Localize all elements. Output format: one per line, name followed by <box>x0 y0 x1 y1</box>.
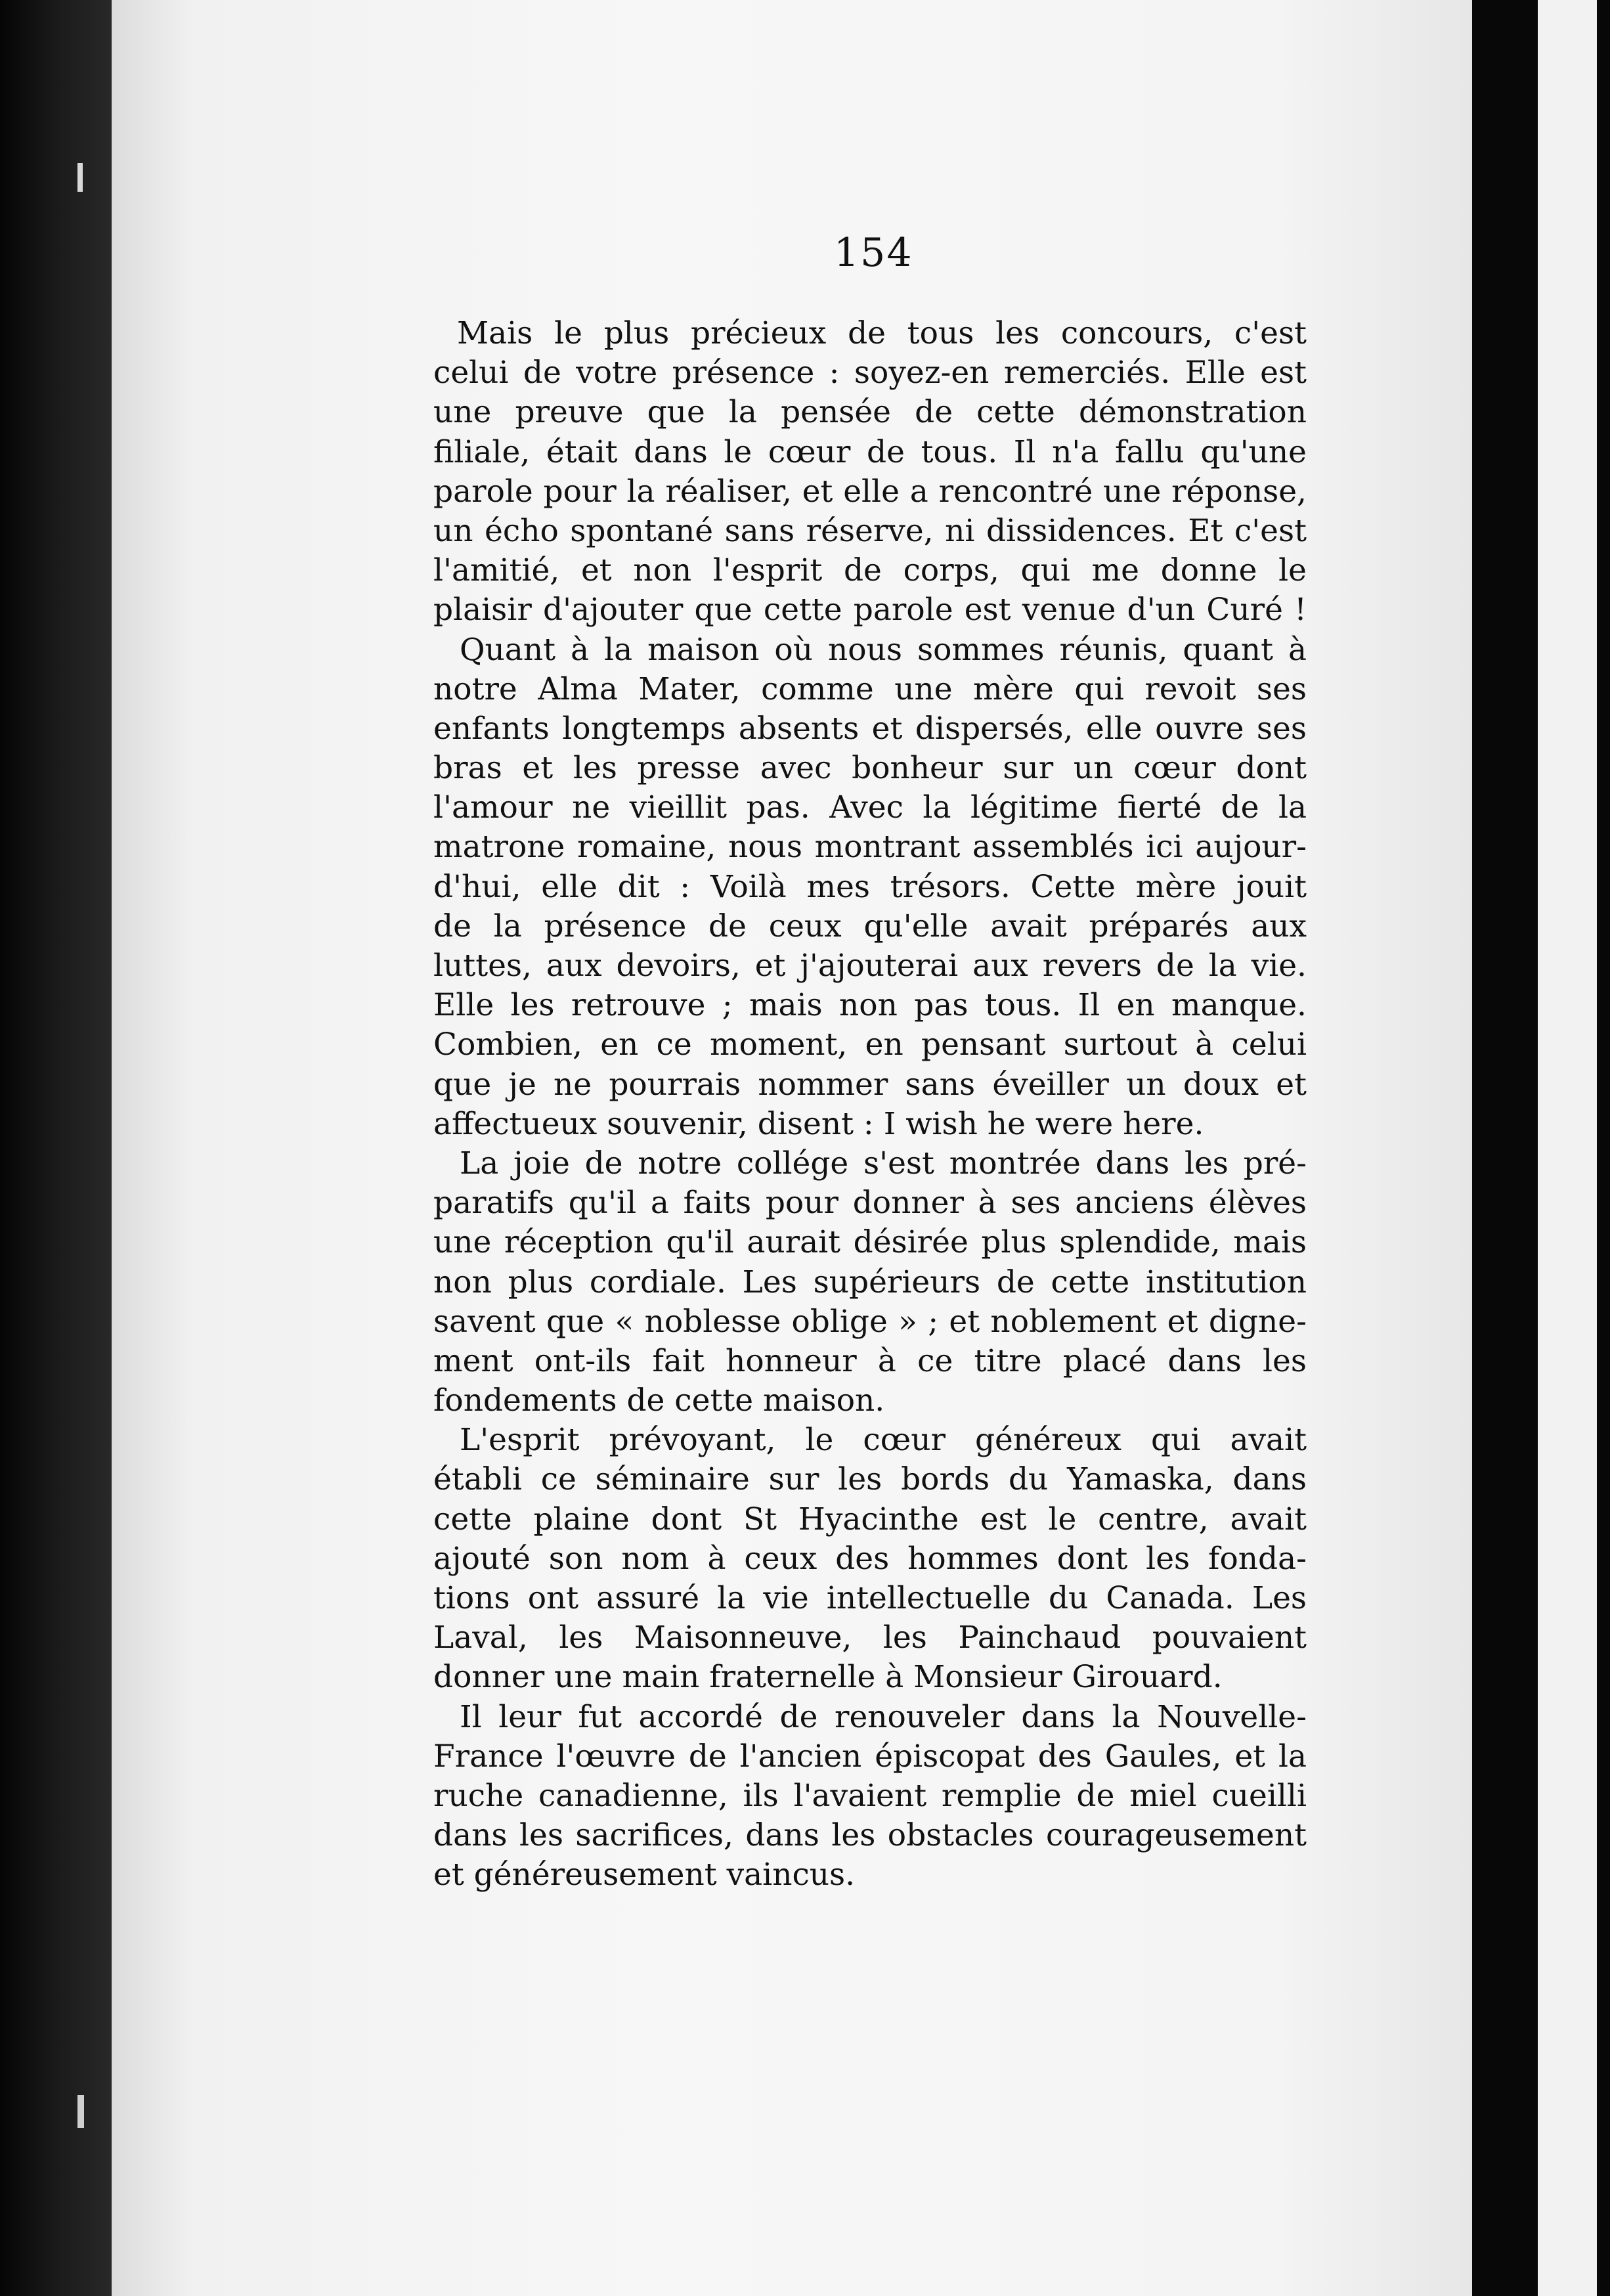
text-line: luttes, aux devoirs, et j'ajouterai aux revers de la vie. <box>433 948 1307 984</box>
text-line: ment ont-ils fait honneur à ce titre placé dans les <box>433 1342 1307 1379</box>
text-line: bras et les presse avec bonheur sur un cœur dont <box>433 750 1307 787</box>
text-line: Il leur fut accordé de renouveler dans la Nouvelle- <box>460 1698 1307 1735</box>
margin-mark <box>77 163 83 192</box>
margin-mark <box>77 2095 84 2128</box>
text-line: un écho spontané sans réserve, ni dissidences. Et c'est <box>433 512 1307 549</box>
text-line: L'esprit prévoyant, le cœur généreux qui avait <box>460 1422 1307 1459</box>
adjacent-page-edge <box>1538 0 1597 2296</box>
text-line: La joie de notre collége s'est montrée dans les pré- <box>460 1145 1307 1181</box>
page-number: 154 <box>834 230 913 276</box>
body-text <box>433 314 1307 1895</box>
text-line: France l'œuvre de l'ancien épiscopat des Gaules, et la <box>433 1738 1307 1775</box>
text-line: notre Alma Mater, comme une mère qui revoit ses <box>433 671 1307 707</box>
paragraph <box>433 1698 1307 1895</box>
text-line: parole pour la réaliser, et elle a rencontré une réponse, <box>433 473 1307 510</box>
text-line: non plus cordiale. Les supérieurs de cette institution <box>433 1264 1307 1300</box>
text-line: plaisir d'ajouter que cette parole est venue d'un Curé ! <box>433 592 1307 629</box>
text-line: affectueux souvenir, disent : I wish he were here. <box>433 1105 1204 1142</box>
text-line: une preuve que la pensée de cette démonstration <box>433 394 1307 431</box>
text-line: fondements de cette maison. <box>433 1382 885 1419</box>
text-line: une réception qu'il aurait désirée plus splendide, mais <box>433 1224 1307 1261</box>
text-line: l'amour ne vieillit pas. Avec la légitime fierté de la <box>433 789 1307 826</box>
paragraph <box>433 630 1307 1144</box>
text-line: l'amitié, et non l'esprit de corps, qui me donne le <box>433 552 1307 589</box>
paragraph <box>433 1144 1307 1421</box>
text-line: tions ont assuré la vie intellectuelle du Canada. Les <box>433 1580 1307 1616</box>
paragraph <box>433 314 1307 630</box>
text-line: ajouté son nom à ceux des hommes dont les fonda- <box>433 1540 1307 1577</box>
text-line: paratifs qu'il a faits pour donner à ses anciens élèves <box>433 1185 1307 1222</box>
left-scan-border <box>0 0 118 2296</box>
text-line: ruche canadienne, ils l'avaient remplie de miel cueilli <box>433 1777 1307 1814</box>
text-line: de la présence de ceux qu'elle avait préparés aux <box>433 908 1307 944</box>
text-line: donner une main fraternelle à Monsieur Girouard. <box>433 1659 1223 1696</box>
text-line: savent que « noblesse oblige » ; et noblement et digne- <box>433 1303 1307 1340</box>
text-line: Elle les retrouve ; mais non pas tous. Il en manque. <box>433 987 1307 1024</box>
text-line: dans les sacrifices, dans les obstacles courageusement <box>433 1817 1307 1854</box>
text-line: d'hui, elle dit : Voilà mes trésors. Cette mère jouit <box>433 868 1307 905</box>
paragraph <box>433 1421 1307 1697</box>
text-line: établi ce séminaire sur les bords du Yamaska, dans <box>433 1461 1307 1498</box>
text-line: matrone romaine, nous montrant assemblés ici aujour- <box>433 829 1307 866</box>
text-line: Quant à la maison où nous sommes réunis, quant à <box>460 631 1307 668</box>
text-line: Mais le plus précieux de tous les concours, c'est <box>457 315 1307 351</box>
text-line: celui de votre présence : soyez-en remerciés. Elle est <box>433 355 1307 391</box>
text-line: Combien, en ce moment, en pensant surtout à celui <box>433 1027 1307 1063</box>
text-line: et généreusement vaincus. <box>433 1857 856 1893</box>
text-line: Laval, les Maisonneuve, les Painchaud pouvaient <box>433 1620 1307 1656</box>
text-line: filiale, était dans le cœur de tous. Il n'a fallu qu'une <box>433 433 1307 470</box>
text-line: enfants longtemps absents et dispersés, elle ouvre ses <box>433 710 1307 747</box>
text-line: que je ne pourrais nommer sans éveiller un doux et <box>433 1066 1307 1103</box>
text-line: cette plaine dont St Hyacinthe est le centre, avait <box>433 1501 1307 1537</box>
